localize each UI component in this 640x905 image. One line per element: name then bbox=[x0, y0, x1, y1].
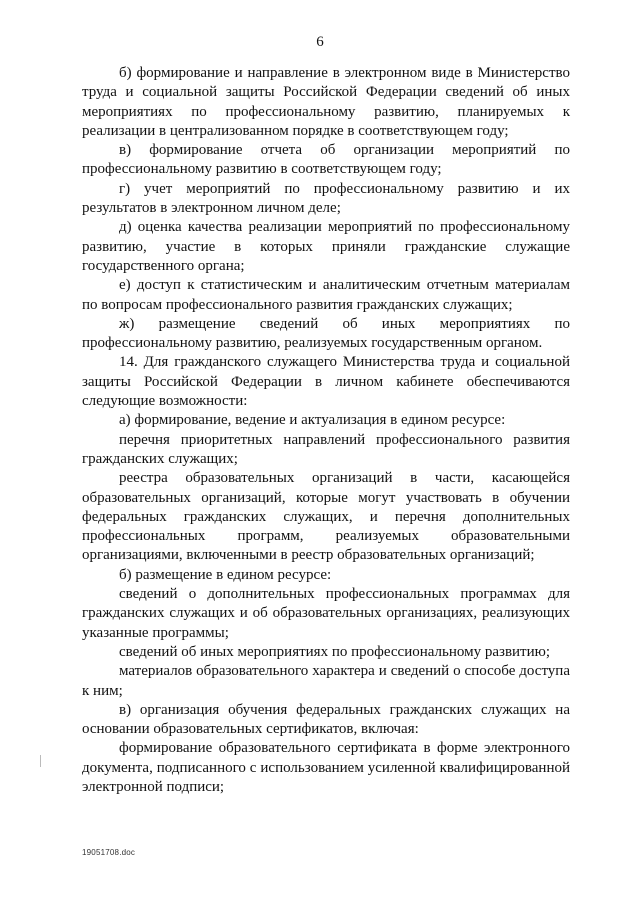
paragraph: е) доступ к статистическим и аналитическим отчетным материалам по вопросам профессионального развития гражданских служащих; bbox=[82, 277, 570, 313]
paragraph: ж) размещение сведений об иных мероприятиях по профессиональному развитию, реализуемых государственным органом. bbox=[82, 315, 570, 352]
paragraph: в) формирование отчета об организации мероприятий по профессиональному развитию в соответствующем году; bbox=[82, 142, 570, 178]
file-name-footer: 19051708.doc bbox=[82, 848, 136, 857]
page-number: 6 bbox=[316, 34, 324, 50]
paragraph: материалов образовательного характера и сведений о способе доступа к ним; bbox=[82, 663, 570, 699]
paragraph: б) формирование и направление в электронном виде в Министерство труда и социальной защиты Российской Федерации сведений об иных мероприятиях по профессиональному развитию, планируемых к реализации в централизованном порядке в соответствующем году; bbox=[82, 65, 570, 139]
paragraph: а) формирование, ведение и актуализация в едином ресурсе: bbox=[119, 412, 506, 429]
paragraph: б) размещение в едином ресурсе: bbox=[119, 566, 332, 583]
paragraph: д) оценка качества реализации мероприятий по профессиональному развитию, участие в которых приняли гражданские служащие государственного органа; bbox=[82, 219, 570, 274]
paragraph: в) организация обучения федеральных гражданских служащих на основании образовательных сертификатов, включая: bbox=[82, 701, 570, 738]
paragraph: сведений об иных мероприятиях по профессиональному развитию; bbox=[119, 643, 551, 660]
margin-mark bbox=[40, 755, 41, 767]
paragraph: г) учет мероприятий по профессиональному развитию и их результатов в электронном личном деле; bbox=[82, 180, 570, 217]
paragraph: реестра образовательных организаций в части, касающейся образовательных организаций, которые могут участвовать в обучении федеральных гражданских служащих, и перечня дополнительных профессиональных программ, реализуемых образовательными организациями, включенными в реестр образовательных организаций; bbox=[82, 470, 570, 564]
paragraph: 14. Для гражданского служащего Министерства труда и социальной защиты Российской Федерации в личном кабинете обеспечиваются следующие возможности: bbox=[82, 354, 570, 410]
document-body bbox=[82, 64, 570, 797]
paragraph: перечня приоритетных направлений профессионального развития гражданских служащих; bbox=[82, 431, 570, 467]
paragraph: сведений о дополнительных профессиональных программах для гражданских служащих и об образовательных организациях, реализующих указанные программы; bbox=[82, 586, 570, 641]
paragraph: формирование образовательного сертификата в форме электронного документа, подписанного с использованием усиленной квалифицированной электронной подписи; bbox=[82, 740, 570, 795]
